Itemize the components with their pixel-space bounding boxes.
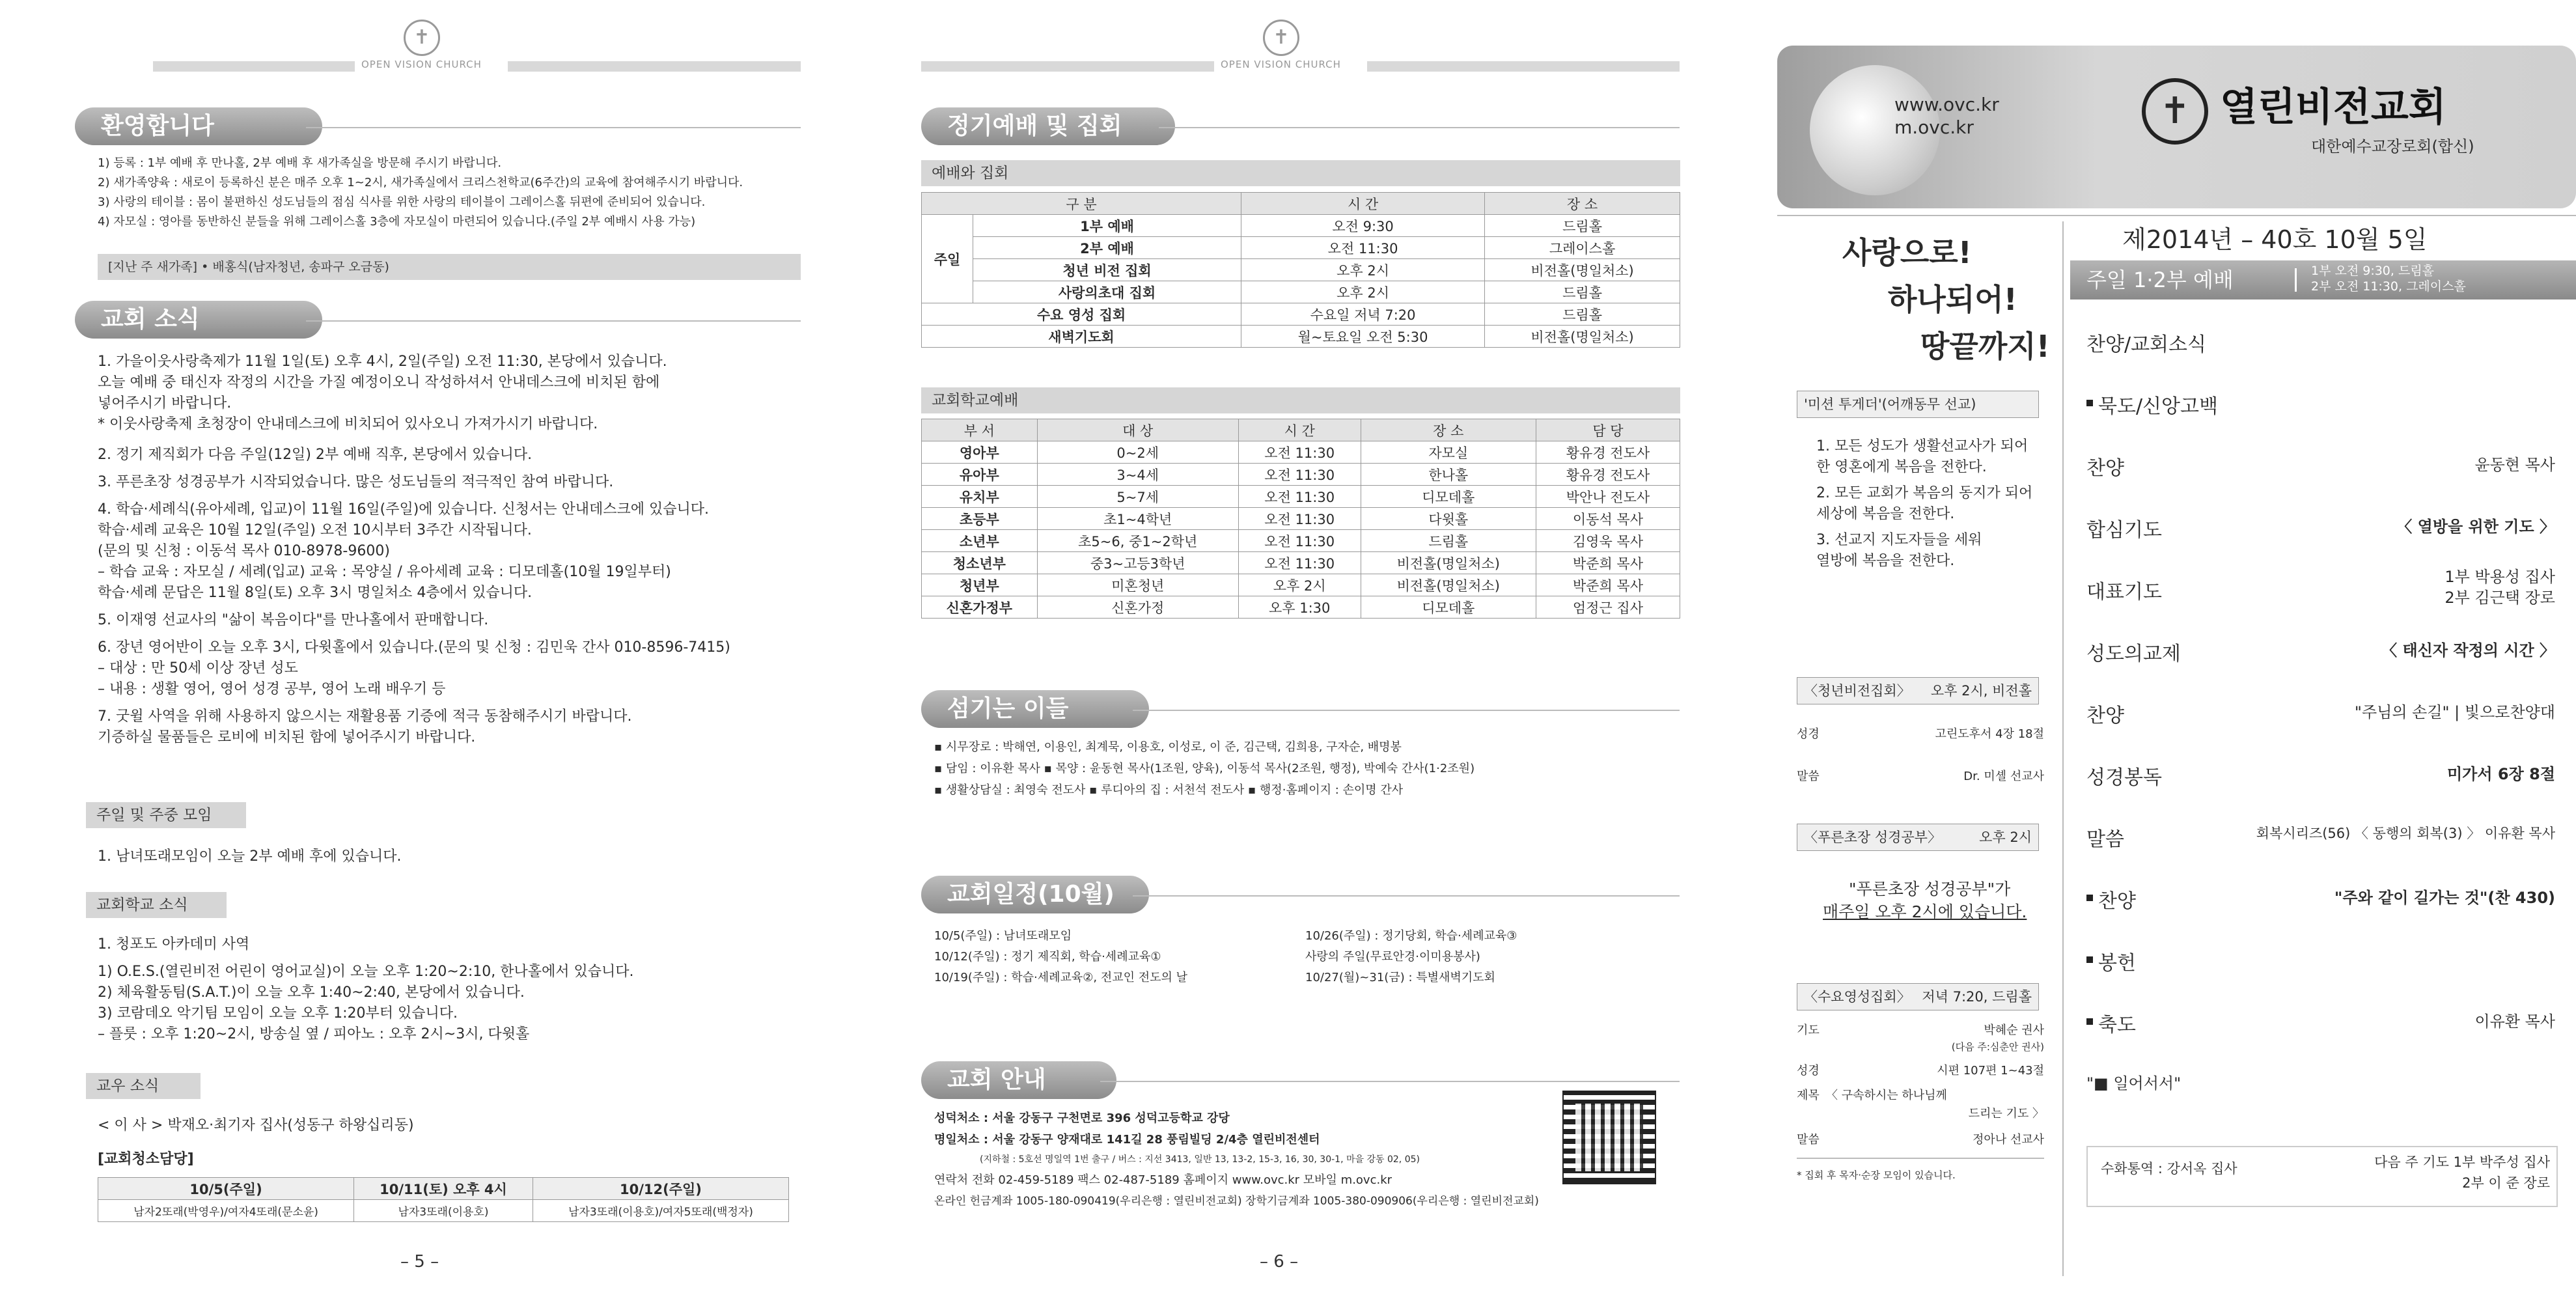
schedule-item: 10/19(주일) : 학습·세례교육②, 전교인 전도의 날: [934, 971, 1187, 984]
page-number: – 6 –: [1260, 1252, 1299, 1272]
service-time: 2부 오전 11:30, 그레이스홀: [2311, 279, 2466, 294]
cleaning-title: [교회청소담당]: [98, 1151, 194, 1167]
mobile-url: m.ovc.kr: [1894, 117, 1974, 138]
table-cell: 3~4세: [1037, 464, 1238, 486]
welcome-item: 1) 등록 : 1부 예배 후 만나홀, 2부 예배 후 새가족실을 방문해 주시기 바랍니다.: [98, 156, 502, 170]
schedule-item: 10/5(주일) : 남녀또래모임: [934, 929, 1072, 943]
table-header: 구 분: [922, 193, 1241, 215]
school-line: – 플룻 : 오후 1:20~2시, 방송실 옆 / 피아노 : 오후 2시~3시, 다윗홀: [98, 1026, 530, 1042]
divider: [1100, 1081, 1680, 1082]
order-item: [2086, 381, 2555, 424]
section-title-schedule: 교회일정(10월): [921, 876, 1149, 913]
bullet-icon: [2086, 956, 2093, 963]
bullet-icon: [2086, 400, 2093, 406]
bullet-icon: [2086, 895, 2093, 901]
footer-box: [2086, 1146, 2558, 1207]
table-cell: 디모데홀: [1361, 486, 1536, 508]
subhead-worship: 예배와 집회: [921, 160, 1680, 186]
mission-item: 세상에 복음을 전한다.: [1816, 506, 1955, 522]
schedule-item: 10/12(주일) : 정기 제직회, 학습·세례교육①: [934, 950, 1161, 964]
table-row: [98, 1178, 789, 1200]
divider: [2295, 268, 2297, 292]
order-label: 찬양: [2086, 457, 2124, 480]
slogan: 하나되어!: [1888, 282, 2017, 317]
order-item: [2086, 999, 2555, 1042]
bible-study-text: "푸른초장 성경공부"가: [1849, 880, 2011, 898]
table-cell: 초1~4학년: [1037, 508, 1238, 530]
subhead-school-worship: 교회학교예배: [921, 387, 1680, 413]
table-row: [922, 486, 1680, 508]
table-cell: 오전 11:30: [1238, 508, 1361, 530]
news-line: 학습·세례 교육은 10월 12일(주일) 오전 10시부터 3주간 시작됩니다.: [98, 522, 532, 538]
header-strip: [508, 61, 801, 72]
order-label: 성도의교제: [2086, 643, 2181, 665]
info-line: 온라인 헌금계좌 1005-180-090419(우리은행 : 열린비전교회) 장학기금계좌 1005-380-090906(우리은행 : 열린비전교회): [934, 1195, 1539, 1208]
order-label: 봉헌: [2098, 952, 2136, 975]
divider: [1777, 215, 2576, 216]
table-cell: 박준희 목사: [1536, 574, 1680, 596]
servers-line: ▪ 담임 : 이유환 목사 ▪ 목양 : 윤동현 목사(1조원, 양육), 이동석 목사(2조원, 행정), 박예숙 간사(1·2조원): [934, 762, 1475, 775]
welcome-item: 4) 자모실 : 영아를 동반하신 분들을 위해 그레이스홀 3층에 자모실이 마련되어 있습니다.(주일 2부 예배시 사용 가능): [98, 215, 696, 229]
table-cell: 소년부: [922, 530, 1038, 552]
section-title-servers: 섬기는 이들: [921, 690, 1149, 728]
table-row: [922, 237, 1680, 259]
header-strip: [921, 61, 1214, 72]
table-cell: 수요 영성 집회: [922, 303, 1241, 326]
page-header: [0, 20, 830, 78]
table-cell: 김영욱 목사: [1536, 530, 1680, 552]
table-cell: 드림홀: [1485, 281, 1680, 303]
table-header: 대 상: [1037, 419, 1238, 441]
order-item: [2086, 505, 2555, 548]
table-cell: 남자3또래(이용호): [354, 1200, 533, 1222]
table-cell: 중3~고등3학년: [1037, 552, 1238, 574]
order-item: [2086, 876, 2555, 919]
table-cell: 오전 11:30: [1238, 552, 1361, 574]
news-line: 2. 정기 제직회가 다음 주일(12일) 2부 예배 직후, 본당에서 있습니다.: [98, 447, 533, 463]
news-line: * 이웃사랑축제 초청장이 안내데스크에 비치되어 있사오니 가져가시기 바랍니다.: [98, 416, 598, 432]
info-line: 성덕처소 : 서울 강동구 구천면로 396 성덕고등학교 강당: [934, 1111, 1230, 1125]
mission-item: 3. 선교지 지도자들을 세워: [1816, 532, 1982, 548]
header-label: OPEN VISION CHURCH: [1221, 59, 1341, 70]
order-item: [2086, 1061, 2555, 1104]
service-label: 주일 1·2부 예배: [2086, 268, 2234, 292]
table-header: 장 소: [1361, 419, 1536, 441]
wed-value: 정아나 선교사: [1972, 1133, 2044, 1147]
wednesday-title: 〈수요영성집회〉: [1804, 989, 1911, 1005]
order-value: 1부 박용성 집사 2부 김근택 장로: [2444, 568, 2555, 607]
table-cell: 청소년부: [922, 552, 1038, 574]
table-row: [922, 281, 1680, 303]
table-row: [922, 441, 1680, 464]
table-cell: 황유경 전도사: [1536, 464, 1680, 486]
mission-item: 한 영혼에게 복음을 전한다.: [1816, 459, 1987, 475]
header-label: OPEN VISION CHURCH: [361, 59, 482, 70]
table-cell: 다윗홀: [1361, 508, 1536, 530]
order-value: "주와 같이 길가는 것"(찬 430): [2334, 889, 2555, 907]
section-title-info: 교회 안내: [921, 1061, 1116, 1099]
order-value: 이유환 목사: [2474, 1012, 2555, 1031]
table-cell: 신혼가정: [1037, 596, 1238, 619]
youth-title: 〈청년비전집회〉: [1804, 683, 1911, 699]
news-line: 기증하실 물품들은 로비에 비치된 함에 넣어주시기 바랍니다.: [98, 729, 476, 745]
servers-line: ▪ 시무장로 : 박해연, 이용인, 최계묵, 이용호, 이성로, 이 준, 김근택, 김희용, 구자순, 배명봉: [934, 740, 1402, 754]
news-line: 3. 푸른초장 성경공부가 시작되었습니다. 많은 성도님들의 적극적인 참여 바랍니다.: [98, 474, 614, 490]
info-line: 명일처소 : 서울 강동구 양재대로 141길 28 풍림빌딩 2/4층 열린비전센터: [934, 1133, 1320, 1147]
order-item: [2086, 566, 2555, 609]
order-of-service: [2086, 319, 2555, 1120]
wed-value: 〈 구속하시는 하나님께: [1826, 1089, 1947, 1102]
table-cell: 오전 11:30: [1238, 464, 1361, 486]
table-row: [922, 552, 1680, 574]
bible-study-time: 오후 2시: [1979, 829, 2032, 845]
youth-header: [1797, 677, 2039, 704]
order-item: [2086, 938, 2555, 981]
divider: [1133, 895, 1680, 897]
order-label: 대표기도: [2086, 581, 2162, 604]
mission-item: 1. 모든 성도가 생활선교사가 되어: [1816, 438, 2029, 454]
order-item: [2086, 690, 2555, 733]
bible-study-text: 매주일 오후 2시에 있습니다.: [1823, 902, 2027, 921]
news-line: 넣어주시기 바랍니다.: [98, 395, 232, 411]
header-strip: [1367, 61, 1680, 72]
youth-label: 성경: [1797, 727, 1820, 741]
table-cell: 2부 예배: [973, 237, 1241, 259]
table-header: 부 서: [922, 419, 1038, 441]
divider: [306, 320, 801, 322]
table-cell: 한나홀: [1361, 464, 1536, 486]
table-cell: 그레이스홀: [1485, 237, 1680, 259]
subhead-midweek: 주일 및 주중 모임: [86, 802, 246, 828]
news-line: 4. 학습·세례식(유아세례, 입교)이 11월 16일(주일)에 있습니다. 신청서는 안내데스크에 있습니다.: [98, 501, 710, 518]
wednesday-time: 저녁 7:20, 드림홀: [1922, 989, 2032, 1005]
news-line: – 내용 : 생활 영어, 영어 성경 공부, 영어 노래 배우기 등: [98, 681, 446, 697]
table-cell: 0~2세: [1037, 441, 1238, 464]
table-cell: 드림홀: [1361, 530, 1536, 552]
table-header: 시 간: [1238, 419, 1361, 441]
mission-header: '미션 투게더'(어깨동무 선교): [1797, 391, 2039, 418]
table-row: [922, 596, 1680, 619]
table-cell: 엄정근 집사: [1536, 596, 1680, 619]
school-line: 3) 코람데오 악기팀 모임이 오늘 오후 1:20부터 있습니다.: [98, 1005, 458, 1022]
section-title-news: 교회 소식: [75, 301, 322, 339]
cover-banner: [1777, 46, 2576, 208]
table-cell: 영아부: [922, 441, 1038, 464]
table-row: [922, 464, 1680, 486]
table-header: 10/11(토) 오후 4시: [354, 1178, 533, 1200]
youth-value: 고린도후서 4장 18절: [1935, 727, 2044, 741]
order-value: 〈 열방을 위한 기도 〉: [2396, 518, 2555, 536]
table-cell: 오전 11:30: [1238, 530, 1361, 552]
table-cell: 이동석 목사: [1536, 508, 1680, 530]
table-cell: 박안나 전도사: [1536, 486, 1680, 508]
order-label: 합심기도: [2086, 519, 2162, 542]
table-cell: 오후 1:30: [1238, 596, 1361, 619]
welcome-item: 3) 사랑의 테이블 : 몸이 불편하신 성도님들의 점심 식사를 위한 사랑의 테이블이 그레이스홀 뒤편에 준비되어 있습니다.: [98, 195, 706, 209]
table-cell: 초5~6, 중1~2학년: [1037, 530, 1238, 552]
table-row: [922, 326, 1680, 348]
news-line: – 대상 : 만 50세 이상 장년 성도: [98, 660, 298, 676]
wed-value: 시편 107편 1~43절: [1937, 1064, 2044, 1078]
subhead-school: 교회학교 소식: [86, 892, 227, 918]
order-label: 축도: [2098, 1014, 2136, 1037]
bible-study-title: 〈푸른초장 성경공부〉: [1804, 829, 1941, 845]
member-news: < 이 사 > 박재오·최기자 집사(성동구 하왕십리동): [98, 1117, 414, 1134]
table-header: 시 간: [1241, 193, 1485, 215]
divider: [1133, 710, 1680, 711]
table-cell: 유아부: [922, 464, 1038, 486]
info-line: (지하철 : 5호선 명일역 1번 출구 / 버스 : 지선 3413, 일반 13, 13-2, 15-3, 16, 30, 30-1, 마을 강동 02, 05): [980, 1154, 1420, 1165]
school-line: 2) 체육활동팀(S.A.T.)이 오늘 오후 1:40~2:40, 본당에서 있습니다.: [98, 984, 525, 1001]
table-cell: 새벽기도회: [922, 326, 1241, 348]
slogan: 사랑으로!: [1842, 235, 1972, 270]
worship-table: [921, 192, 1680, 348]
schedule-item: 사랑의 주일(무료안경·이미용봉사): [1305, 950, 1480, 964]
table-row: [922, 530, 1680, 552]
news-line: 오늘 예배 중 태신자 작정의 시간을 가질 예정이오니 작성하셔서 안내데스크에 비치된 함에: [98, 374, 660, 391]
welcome-item: 2) 새가족양육 : 새로이 등록하신 분은 매주 오후 1~2시, 새가족실에서 크리스천학교(6주간)의 교육에 참여해주시기 바랍니다.: [98, 176, 743, 189]
table-cell: 오후 2시: [1241, 281, 1485, 303]
table-row: [922, 193, 1680, 215]
info-line: 연락처 전화 02-459-5189 팩스 02-487-5189 홈페이지 www.ovc.kr 모바일 m.ovc.kr: [934, 1173, 1392, 1187]
next-prayer: 2부 이 준 장로: [2462, 1175, 2550, 1191]
table-header: 10/12(주일): [533, 1178, 788, 1200]
page-5: [0, 0, 830, 1295]
order-item: [2086, 814, 2555, 857]
schedule-item: 10/26(주일) : 정기당회, 학습·세례교육③: [1305, 929, 1517, 943]
bible-study-header: [1797, 824, 2039, 851]
section-title-worship: 정기예배 및 집회: [921, 107, 1175, 145]
school-worship-table: [921, 419, 1680, 619]
table-cell: 드림홀: [1485, 303, 1680, 326]
table-cell: 남자2또래(박영우)/여자4또래(문소윤): [98, 1200, 354, 1222]
section-title-welcome: 환영합니다: [75, 107, 322, 145]
mission-item: 열방에 복음을 전한다.: [1816, 553, 1955, 569]
page-6: [859, 0, 1706, 1295]
table-cell: 비전홀(명일처소): [1485, 326, 1680, 348]
youth-time: 오후 2시, 비전홀: [1930, 683, 2032, 699]
news-line: 6. 장년 영어반이 오늘 오후 3시, 다윗홀에서 있습니다.(문의 및 신청 : 김민욱 간사 010-8596-7415): [98, 639, 730, 656]
page-cover: [1758, 0, 2576, 1295]
table-cell: 1부 예배: [973, 215, 1241, 237]
table-header: 10/5(주일): [98, 1178, 354, 1200]
order-value: 미가서 6장 8절: [2446, 765, 2555, 783]
news-line: 1. 가을이웃사랑축제가 11월 1일(토) 오후 4시, 2일(주일) 오전 11:30, 본당에서 있습니다.: [98, 354, 667, 370]
order-label: 찬양: [2086, 704, 2124, 727]
table-cell: 오후 2시: [1238, 574, 1361, 596]
order-item: [2086, 443, 2555, 486]
service-banner: [2070, 260, 2576, 299]
table-cell: 신혼가정부: [922, 596, 1038, 619]
table-cell: 초등부: [922, 508, 1038, 530]
header-strip: [153, 61, 355, 72]
table-cell: 비전홀(명일처소): [1485, 259, 1680, 281]
page-header: [859, 20, 1706, 78]
order-value: 윤동현 목사: [2474, 456, 2555, 474]
order-label: 말씀: [2086, 828, 2124, 851]
divider: [306, 127, 801, 128]
order-label: "■ 일어서서": [2086, 1074, 2181, 1093]
school-line: 1) O.E.S.(열린비전 어린이 영어교실)이 오늘 오후 1:20~2:10, 한나홀에서 있습니다.: [98, 964, 634, 980]
table-cell: 비전홀(명일처소): [1361, 552, 1536, 574]
church-logo-icon: ✝: [2142, 78, 2208, 145]
schedule-item: 10/27(월)~31(금) : 특별새벽기도회: [1305, 971, 1495, 984]
table-cell: 사랑의초대 집회: [973, 281, 1241, 303]
order-label: 찬양/교회소식: [2086, 333, 2206, 356]
news-line: (문의 및 신청 : 이동석 목사 010-8978-9600): [98, 543, 390, 559]
table-cell: 오후 2시: [1241, 259, 1485, 281]
wed-value: 박혜순 권사: [1984, 1023, 2044, 1037]
cleaning-table: [98, 1177, 789, 1222]
page-number: – 5 –: [400, 1252, 439, 1272]
order-item: [2086, 319, 2555, 362]
servers-line: ▪ 생활상담실 : 최영숙 전도사 ▪ 루디아의 집 : 서천석 전도사 ▪ 행정·홈페이지 : 손이명 간사: [934, 783, 1404, 797]
divider: [1159, 127, 1680, 128]
table-cell: 미혼청년: [1037, 574, 1238, 596]
issue-info: 제2014년 – 40호 10월 5일: [2122, 225, 2428, 254]
table-cell: 비전홀(명일처소): [1361, 574, 1536, 596]
news-line: – 학습 교육 : 자모실 / 세례(입교) 교육 : 목양실 / 유아세례 교육 : 디모데홀(10월 19일부터): [98, 564, 671, 580]
church-logo-icon: ✝: [404, 20, 440, 56]
table-row: [98, 1200, 789, 1222]
table-row: [922, 508, 1680, 530]
order-item: [2086, 752, 2555, 795]
divider: [1797, 1158, 2044, 1159]
table-cell: 수요일 저녁 7:20: [1241, 303, 1485, 326]
table-cell: 박준희 목사: [1536, 552, 1680, 574]
wed-label: 성경: [1797, 1064, 1820, 1078]
table-cell: 청년 비전 집회: [973, 259, 1241, 281]
school-line: 1. 청포도 아카데미 사역: [98, 936, 250, 953]
interpreter: 수화통역 : 강서옥 집사: [2101, 1161, 2237, 1177]
news-line: 학습·세례 문답은 11월 8일(토) 오후 3시 명일처소 4층에서 있습니다.: [98, 585, 533, 601]
table-cell: 오전 11:30: [1238, 441, 1361, 464]
mission-item: 2. 모든 교회가 복음의 동지가 되어: [1816, 485, 2033, 501]
midweek-text: 1. 남녀또래모임이 오늘 2부 예배 후에 있습니다.: [98, 848, 402, 865]
table-cell: 자모실: [1361, 441, 1536, 464]
bullet-icon: [2086, 1018, 2093, 1025]
order-item: [2086, 628, 2555, 671]
table-cell: 유치부: [922, 486, 1038, 508]
denomination: 대한예수교장로회(합신): [2311, 137, 2474, 156]
youth-value: Dr. 미셸 선교사: [1963, 770, 2044, 783]
table-row: [922, 303, 1680, 326]
order-label: 성경봉독: [2086, 766, 2162, 789]
news-line: 7. 굿윌 사역을 위해 사용하지 않으시는 재활용품 기증에 적극 동참해주시기 바랍니다.: [98, 708, 632, 725]
table-cell: 황유경 전도사: [1536, 441, 1680, 464]
table-row: [922, 215, 1680, 237]
order-value: 〈 태신자 작정의 시간 〉: [2381, 641, 2555, 660]
divider: [2062, 221, 2064, 1276]
wednesday-header: [1797, 983, 2039, 1010]
order-label: 묵도/신앙고백: [2098, 395, 2218, 418]
website-url: www.ovc.kr: [1894, 94, 1999, 115]
wed-label: 제목: [1797, 1089, 1820, 1102]
church-logo-icon: ✝: [1263, 20, 1299, 56]
table-cell: 월~토요일 오전 5:30: [1241, 326, 1485, 348]
table-row: [922, 259, 1680, 281]
table-cell: 오전 11:30: [1241, 237, 1485, 259]
table-header: 장 소: [1485, 193, 1680, 215]
wed-label: 말씀: [1797, 1133, 1820, 1147]
slogan: 땅끝까지!: [1920, 329, 2050, 364]
service-time: 1부 오전 9:30, 드림홀: [2311, 264, 2435, 278]
table-cell: 오전 11:30: [1238, 486, 1361, 508]
order-label: 찬양: [2098, 890, 2136, 913]
order-value: "주님의 손길" | 빛으로찬양대: [2354, 703, 2555, 721]
youth-label: 말씀: [1797, 770, 1820, 783]
table-row: [922, 574, 1680, 596]
news-line: 5. 이재영 선교사의 "삶이 복음이다"를 만나홀에서 판매합니다.: [98, 612, 489, 628]
church-name: 열린비전교회: [2220, 85, 2446, 130]
table-cell: 5~7세: [1037, 486, 1238, 508]
subhead-member: 교우 소식: [86, 1073, 201, 1099]
qr-code-icon: [1562, 1091, 1656, 1184]
table-cell: 드림홀: [1485, 215, 1680, 237]
table-header: 담 당: [1536, 419, 1680, 441]
table-cell: 디모데홀: [1361, 596, 1536, 619]
wed-label: 기도: [1797, 1023, 1820, 1037]
table-cell: 청년부: [922, 574, 1038, 596]
table-row: [922, 419, 1680, 441]
next-prayer: 다음 주 기도 1부 박주성 집사: [2374, 1154, 2550, 1170]
wed-note: * 집회 후 목자·순장 모임이 있습니다.: [1797, 1169, 1956, 1181]
table-cell: 오전 9:30: [1241, 215, 1485, 237]
wed-value: 드리는 기도 〉: [1968, 1107, 2044, 1121]
table-cell: 남자3또래(이용호)/여자5또래(백정자): [533, 1200, 788, 1222]
table-cell: 주일: [922, 215, 973, 303]
wed-value: (다음 주:심춘안 권사): [1951, 1041, 2044, 1053]
new-family-box: [지난 주 새가족] • 배홍식(남자청년, 송파구 오금동): [98, 254, 801, 280]
order-value: 회복시리즈(56) 〈 동행의 회복(3) 〉 이유환 목사: [2256, 826, 2555, 841]
